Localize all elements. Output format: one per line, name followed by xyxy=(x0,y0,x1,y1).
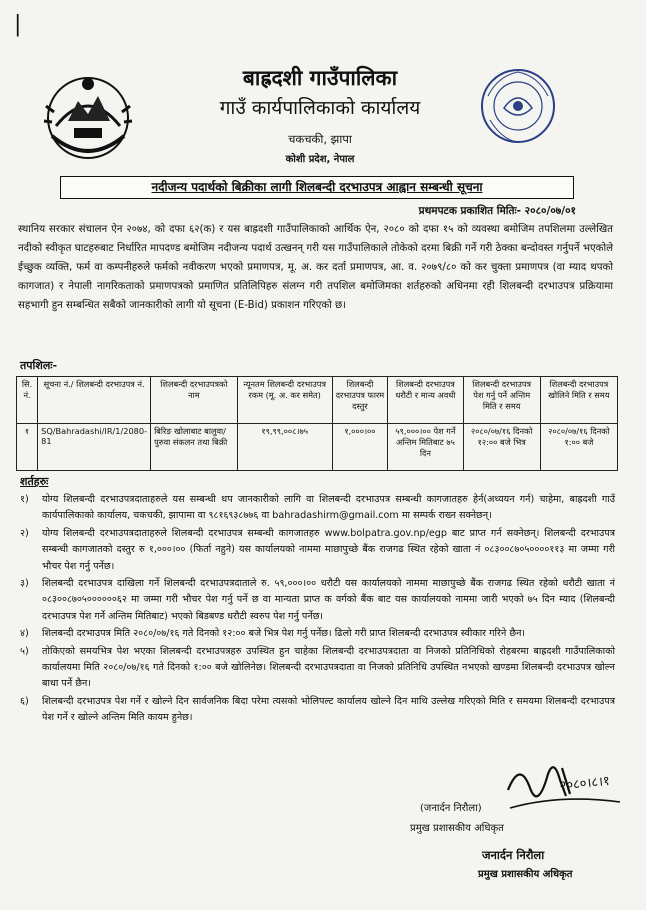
notice-heading: नदीजन्य पदार्थको बिक्रीका लागी शिलबन्दी दरभाउपत्र आह्वान सम्बन्धी सूचना xyxy=(60,176,574,199)
condition-text: शिलबन्दी दरभाउपत्र दाखिला गर्ने शिलबन्दी दरभाउपत्रदाताले रु. ५९,०००।०० धरौटी यस कार्यालयको नाममा माछापुच्छे बैंक राजगढ स्थित रहेको धरौटी खाता नं ०८३००८७०५००००००६२ मा जम्मा गरी भौचर पेश गर्नु पर्ने छ वा मान्यता प्राप्त क वर्गको बैंक बाट यस कार्यालयको नाममा जारी भएको ७५ दिन म्याद (शिलबन्दी दरभाउपत्र पेश गर्ने अन्तिम मितिबाट) भएको बिडबण्ड धरौटी स्वरुप पेश गर्नु पर्नेछ। xyxy=(42,578,615,622)
condition-text: शिलबन्दी दरभाउपत्र पेश गर्ने र खोल्ने दिन सार्वजनिक बिदा परेमा त्यसको भोलिपल्ट कार्यालय खोल्ने दिन माथि उल्लेख गरिएको मिति र समयमा शिलबन्दी दरभाउपत्र पेश गर्ने र खोल्ने अन्तिम मिति कायम हुनेछ। xyxy=(42,695,615,724)
cell-notice-no: SQ/Bahradashi/IR/1/2080-81 xyxy=(38,424,151,471)
condition-number: ३) xyxy=(20,578,29,590)
col-header-min-amount: न्यूनतम शिलबन्दी दरभाउपत्र रकम (मू. अ. कर समेत) xyxy=(237,377,332,424)
cell-form-fee: १,०००।०० xyxy=(332,424,388,471)
cell-deposit: ५९,०००।०० पेश गर्ने अन्तिम मितिबाट ७५ दिन xyxy=(388,424,463,471)
designation-stamp: प्रमुख प्रशासकीय अधिकृत xyxy=(478,869,573,880)
handwritten-signature xyxy=(500,750,630,820)
office-province: कोशी प्रदेश, नेपाल xyxy=(285,154,355,165)
condition-text: तोकिएको समयभित्र पेश भएका शिलबन्दी दरभाउपत्रहरु उपस्थित हुन चाहेका शिलबन्दी दरभाउपत्रदाता वा निजको प्रतिनिधिको रोहबरमा बाह्रदशी गाउँपालिकाको कार्यालयमा मिति २०८०/०७/१६ गते दिनको १:०० बजे खोलिनेछ। शिलबन्दी दरभाउपत्रदाता वा निजको प्रतिनिधि उपस्थित नभएको खण्डमा शिलबन्दी दरभाउपत्र खोल्न बाधा पर्ने छैन। xyxy=(42,645,615,690)
col-header-opening: शिलबन्दी दरभाउपत्र खोलिने मिति र समय xyxy=(540,377,617,424)
condition-item xyxy=(20,492,615,525)
col-header-bid-name: शिलबन्दी दरभाउपत्रको नाम xyxy=(151,377,238,424)
condition-item xyxy=(20,694,615,727)
col-header-form-fee: शिलबन्दी दरभाउपत्र फारम दस्तुर xyxy=(332,377,388,424)
publication-date: प्रथमपटक प्रकाशित मितिः- २०८०/०७/०१ xyxy=(418,205,576,217)
margin-mark: | xyxy=(14,12,22,37)
condition-text: योग्य शिलबन्दी दरभाउपत्रदाताहरुले शिलबन्दी दरभाउपत्र सम्बन्धी कागजातहरु www.bolpatra.gov.np/egp बाट प्राप्त गर्न सक्नेछन्। शिलबन्दी दरभाउपत्र सम्बन्धी कागजातको दस्तुर रु १,०००।०० (फिर्ता नहुने) यस कार्यालयको नाममा माछापुच्छे बैंक राजगढ स्थित रहेको खाता नं ०८३००८७०५००००११३ मा जम्मा गरी भौचर पेश गर्नु पर्नेछ। xyxy=(42,527,615,572)
handwritten-date: २०८०।८।१ xyxy=(558,773,611,794)
condition-number: १) xyxy=(20,494,29,505)
name-stamp: जनार्दन निरौला xyxy=(482,848,545,862)
condition-item xyxy=(20,644,615,693)
office-seal-stamp xyxy=(478,66,558,146)
municipality-title: बाह्रदशी गाउँपालिका xyxy=(242,66,398,90)
bid-details-table xyxy=(16,376,618,471)
signatory-name: (जनार्दन निरौला) xyxy=(420,803,482,814)
col-header-deposit: शिलबन्दी दरभाउपत्र धरौटी र मान्य अवधी xyxy=(388,377,463,424)
table-row xyxy=(17,424,618,471)
condition-number: ६) xyxy=(20,695,29,707)
table-header-row xyxy=(17,377,618,424)
condition-text: शिलबन्दी दरभाउपत्र मिति २०८०/०७/१६ गते दिनको १२:०० बजे भित्र पेश गर्नु पर्नेछ। ढिलो गरी प्राप्त शिलबन्दी दरभाउपत्र स्वीकार गरिने छैन। xyxy=(42,628,526,640)
conditions-heading: शर्तहरुः xyxy=(20,475,49,488)
conditions-list xyxy=(20,492,615,728)
cell-opening: २०८०/०७/१६ दिनको १:०० बजे xyxy=(540,424,617,471)
condition-text: योग्य शिलबन्दी दरभाउपत्रदाताहरुले यस सम्बन्धी थप जानकारीको लागि वा शिलबन्दी दरभाउपत्र सम्बन्धी कागजातहरु हेर्न(अध्ययन गर्न) चाहेमा, बाह्रदशी गाउँ कार्यपालिकाको कार्यालय, चकचकी, झापामा वा ९८१६९३८७७६ वा bahradashirm@gmail.com मा सम्पर्क राख्न सक्नेछन्। xyxy=(42,494,615,522)
condition-number: २) xyxy=(20,527,29,539)
cell-deadline: २०८०/०७/१६ दिनको १२:०० बजे भित्र xyxy=(463,424,540,471)
signatory-title: प्रमुख प्रशासकीय अधिकृत xyxy=(410,823,504,834)
cell-sn: १ xyxy=(17,424,38,471)
col-header-deadline: शिलबन्दी दरभाउपत्र पेश गर्नु पर्ने अन्तिम मिति र समय xyxy=(463,377,540,424)
notice-intro: स्थानिय सरकार संचालन ऐन २०७४, को दफा ६२(क) र यस बाह्रदशी गाउँपालिकाको आर्थिक ऐन, २०८० को दफा १५ को व्यवस्था बमोजिम तपशिलमा उल्लेखित नदीको स्वीकृत घाटहरुबाट निर्धारित मापदण्ड बमोजिम नदीजन्य पदार्थ उत्खनन् गरी यस गाउँपालिकाले तोकेको दरमा बिक्री गर्ने गरी ठेक्का बन्दोवस्त गर्नुपर्ने भएकोले ईच्छुक व्यक्ति, फर्म वा कम्पनीहरुले फर्मको नवीकरण भएको प्रमाणपत्र, मू. अ. कर दर्ता प्रमाणपत्र, आ. व. २०७९/८० को कर चुक्ता प्रमाणपत्र (वा म्याद थपको कागजात) र नेपाली नागरिकताको प्रमाणपत्रको प्रमाणित प्रतिलिपिहरु संलग्न गरी तपशिल बमोजिमका शर्तहरुको अधिनमा रही शिलबन्दी दरभाउपत्र प्रक्रियामा सहभागी हुन सम्बन्धित सबैको जानकारीको लागी यो सूचना (E-Bid) प्रकाशन गरिएको छ। xyxy=(18,224,613,311)
condition-number: ४) xyxy=(20,628,29,640)
nepal-emblem-logo xyxy=(38,66,138,166)
condition-item xyxy=(20,526,615,575)
office-title: गाउँ कार्यपालिकाको कार्यालय xyxy=(219,97,421,119)
condition-item xyxy=(20,626,615,642)
col-header-sn: सि. नं. xyxy=(17,377,38,424)
cell-bid-name: बिरिङ खोलाबाट बालुवा/पुरुवा संकलन तथा बिक्री xyxy=(151,424,238,471)
details-label: तपशिलः- xyxy=(20,359,58,372)
col-header-notice-no: सूचना नं./ शिलबन्दी दरभाउपत्र नं. xyxy=(38,377,151,424)
condition-item xyxy=(20,576,615,625)
condition-number: ५) xyxy=(20,645,29,657)
cell-min-amount: १९,९९,००८।७५ xyxy=(237,424,332,471)
office-location: चकचकी, झापा xyxy=(288,132,352,146)
